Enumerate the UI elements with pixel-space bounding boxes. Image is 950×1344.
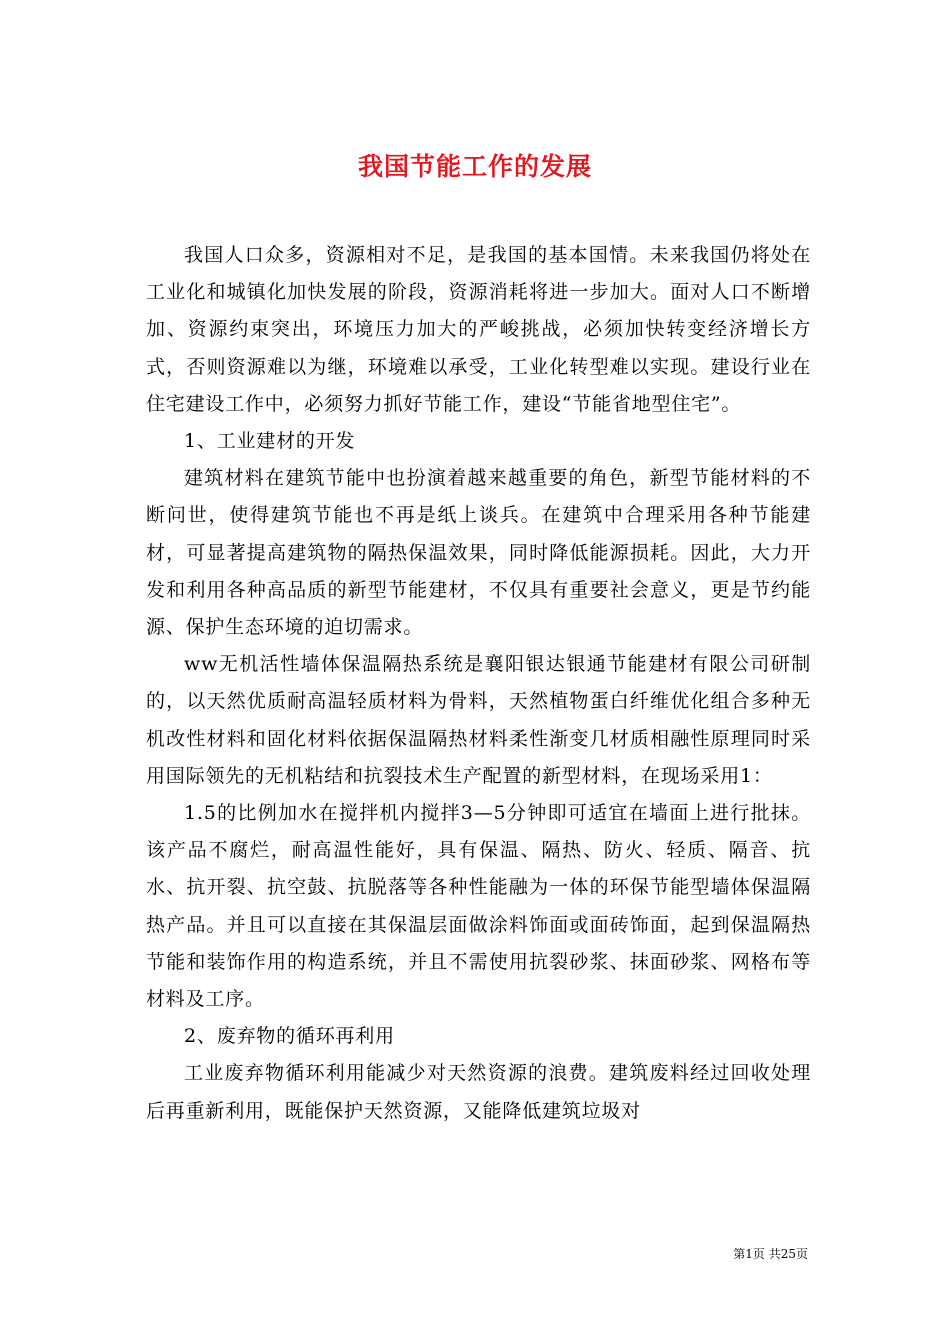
footer-middle: 页 共 [752, 1247, 781, 1261]
section-heading-1: 1、工业建材的开发 [184, 430, 356, 453]
page-footer [733, 1245, 808, 1262]
paragraph-intro: 我国人口众多，资源相对不足，是我国的基本国情。未来我国仍将处在工业化和城镇化加快发展的阶段，资源消耗将进一步加大。面对人口不断增加、资源约束突出，环境压力加大的严峻挑战，必须加快转变经济增长方式，否则资源难以为继，环境难以承受，工业化转型难以实现。建设行业在住宅建设工作中，必须努力抓好节能工作，建设“节能省地型住宅”。 [146, 244, 811, 415]
paragraph-mixing-ratio: 1.5的比例加水在搅拌机内搅拌3—5分钟即可适宜在墙面上进行批抹。该产品不腐烂，耐高温性能好，具有保温、隔热、防火、轻质、隔音、抗水、抗开裂、抗空鼓、抗脱落等各种性能融为一体的环保节能型墙体保温隔热产品。并且可以直接在其保温层面做涂料饰面或面砖饰面，起到保温隔热节能和装饰作用的构造系统，并且不需使用抗裂砂浆、抹面砂浆、网格布等材料及工序。 [146, 802, 811, 1011]
footer-suffix: 页 [795, 1247, 808, 1261]
paragraph-ww-system: ww无机活性墙体保温隔热系统是襄阳银达银通节能建材有限公司研制的，以天然优质耐高温轻质材料为骨料，天然植物蛋白纤维优化组合多种无机改性材料和固化材料依据保温隔热材料柔性渐变几材质相融性原理同时采用国际领先的无机粘结和抗裂技术生产配置的新型材料，在现场采用1： [146, 653, 811, 787]
footer-current-page: 1 [745, 1247, 753, 1261]
document-body [146, 237, 811, 1130]
footer-total-pages: 25 [780, 1247, 796, 1261]
section-heading-2: 2、废弃物的循环再利用 [184, 1025, 395, 1048]
paragraph-building-materials: 建筑材料在建筑节能中也扮演着越来越重要的角色，新型节能材料的不断问世，使得建筑节能也不再是纸上谈兵。在建筑中合理采用各种节能建材，可显著提高建筑物的隔热保温效果，同时降低能源损耗。因此，大力开发和利用各种高品质的新型节能建材，不仅具有重要社会意义，更是节约能源、保护生态环境的迫切需求。 [146, 467, 811, 639]
document-title: 我国节能工作的发展 [357, 151, 592, 181]
paragraph-waste-recycling: 工业废弃物循环利用能减少对天然资源的浪费。建筑废料经过回收处理后再重新利用，既能保护天然资源，又能降低建筑垃圾对 [146, 1062, 811, 1122]
footer-prefix: 第 [733, 1247, 746, 1261]
